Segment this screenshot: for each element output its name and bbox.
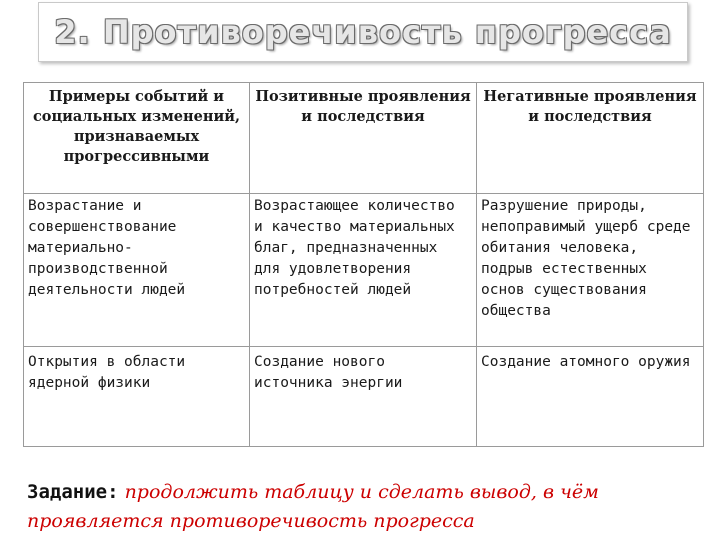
header-negative: Негативные проявления и последствия xyxy=(477,83,704,194)
progress-table xyxy=(23,82,704,447)
table-cell: Открытия в области ядерной физики xyxy=(24,347,250,447)
table-row xyxy=(24,347,704,447)
task-paragraph xyxy=(27,478,717,536)
slide-title: 2. Противоречивость прогресса xyxy=(54,13,672,51)
table-cell: Создание атомного оружия xyxy=(477,347,704,447)
table-cell: Создание нового источника энергии xyxy=(250,347,477,447)
task-text: продолжить таблицу и сделать вывод, в чём проявляется противоречивость прогресса xyxy=(27,481,599,532)
title-box xyxy=(38,2,688,62)
header-positive: Позитивные проявления и последствия xyxy=(250,83,477,194)
task-label: Задание: xyxy=(27,481,119,503)
table-cell: Возрастающее количество и качество материальных благ, предназначенных для удовлетворения потребностей людей xyxy=(250,194,477,347)
table-header-row xyxy=(24,83,704,194)
table-cell: Разрушение природы, непоправимый ущерб среде обитания человека, подрыв естественных основ существования общества xyxy=(477,194,704,347)
table-row xyxy=(24,194,704,347)
table-cell: Возрастание и совершенствование материально-производственной деятельности людей xyxy=(24,194,250,347)
header-examples: Примеры событий и социальных изменений, признаваемых прогрессивными xyxy=(24,83,250,194)
